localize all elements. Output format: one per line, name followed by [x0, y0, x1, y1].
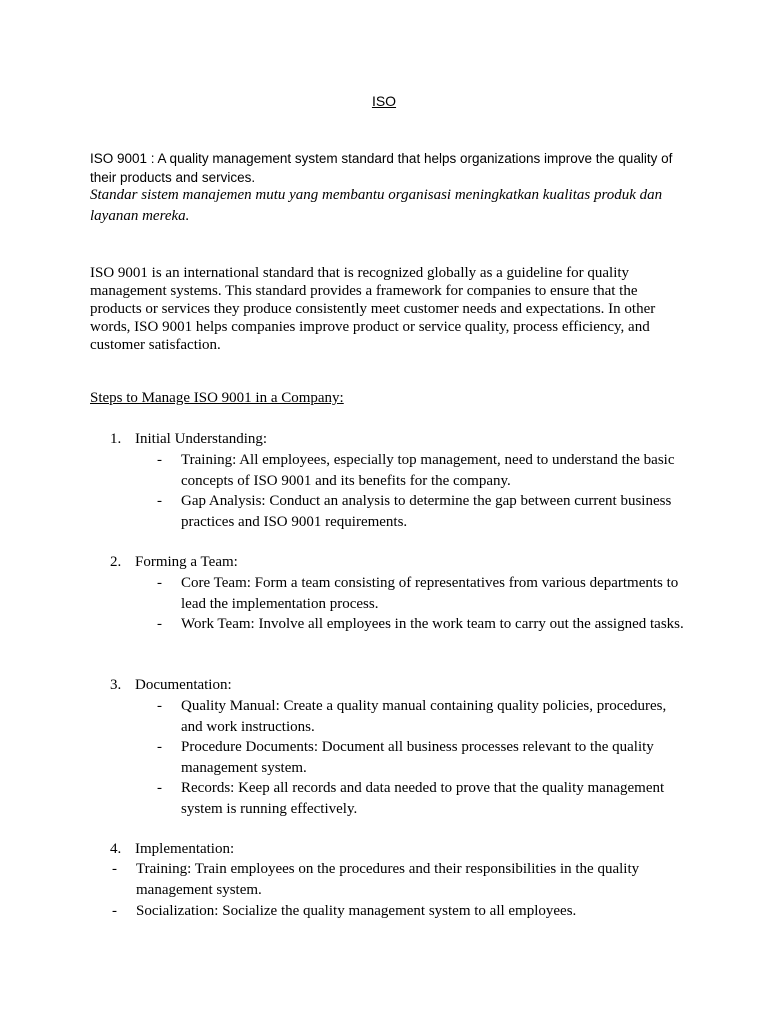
step-number: 4. [110, 841, 122, 857]
list-item-text: Work Team: Involve all employees in the work team to carry out the assigned tasks. [181, 616, 684, 632]
step-2 [110, 552, 238, 572]
document-title: ISO [371, 93, 397, 109]
step-number: 2. [110, 554, 122, 570]
steps-heading: Steps to Manage ISO 9001 in a Company: [90, 390, 344, 406]
step-1 [110, 429, 267, 449]
step-label: Documentation: [135, 677, 232, 693]
list-item-text: Records: Keep all records and data needed to prove that the quality management system is running effectively. [181, 780, 665, 817]
list-item-text: Gap Analysis: Conduct an analysis to determine the gap between current business practices and ISO 9001 requirements. [181, 493, 672, 530]
list-item [157, 573, 685, 615]
bullet-dash: - [157, 452, 162, 468]
list-item-text: Procedure Documents: Document all business processes relevant to the quality management system. [181, 739, 654, 776]
list-item [157, 737, 685, 779]
list-item-text: Quality Manual: Create a quality manual containing quality policies, procedures, and work instructions. [181, 698, 667, 735]
iso-definition: ISO 9001 : A quality management system standard that helps organizations improve the quality of their products and services. [90, 151, 673, 185]
bullet-dash: - [112, 861, 117, 877]
list-item [157, 614, 685, 635]
bullet-dash: - [157, 780, 162, 796]
list-item-text: Training: All employees, especially top management, need to understand the basic concepts of ISO 9001 and its benefits for the company. [181, 452, 675, 489]
bullet-dash: - [157, 493, 162, 509]
bullet-dash: - [157, 698, 162, 714]
list-item [157, 450, 685, 492]
step-label: Forming a Team: [135, 554, 238, 570]
iso-definition-translation: Standar sistem manajemen mutu yang membantu organisasi meningkatkan kualitas produk dan layanan mereka. [90, 187, 663, 224]
list-item-text: Training: Train employees on the procedures and their responsibilities in the quality management system. [136, 861, 640, 898]
list-item [157, 778, 685, 820]
list-item-text: Core Team: Form a team consisting of representatives from various departments to lead the implementation process. [181, 575, 679, 612]
bullet-dash: - [157, 739, 162, 755]
step-label: Initial Understanding: [135, 431, 268, 447]
bullet-dash: - [112, 903, 117, 919]
bullet-dash: - [157, 616, 162, 632]
iso-description-paragraph: ISO 9001 is an international standard that is recognized globally as a guideline for quality management systems. This standard provides a framework for companies to ensure that the products or services they produce consistently meet customer needs and expectations. In other words, ISO 9001 helps companies improve product or service quality, process efficiency, and customer satisfaction. [90, 265, 656, 353]
list-item [112, 859, 672, 901]
step-number: 3. [110, 677, 122, 693]
step-number: 1. [110, 431, 122, 447]
list-item [112, 901, 672, 922]
list-item [157, 491, 685, 533]
list-item [157, 696, 685, 738]
step-label: Implementation: [135, 841, 235, 857]
bullet-dash: - [157, 575, 162, 591]
step-4 [110, 839, 234, 859]
step-3 [110, 675, 232, 695]
list-item-text: Socialization: Socialize the quality management system to all employees. [136, 903, 577, 919]
